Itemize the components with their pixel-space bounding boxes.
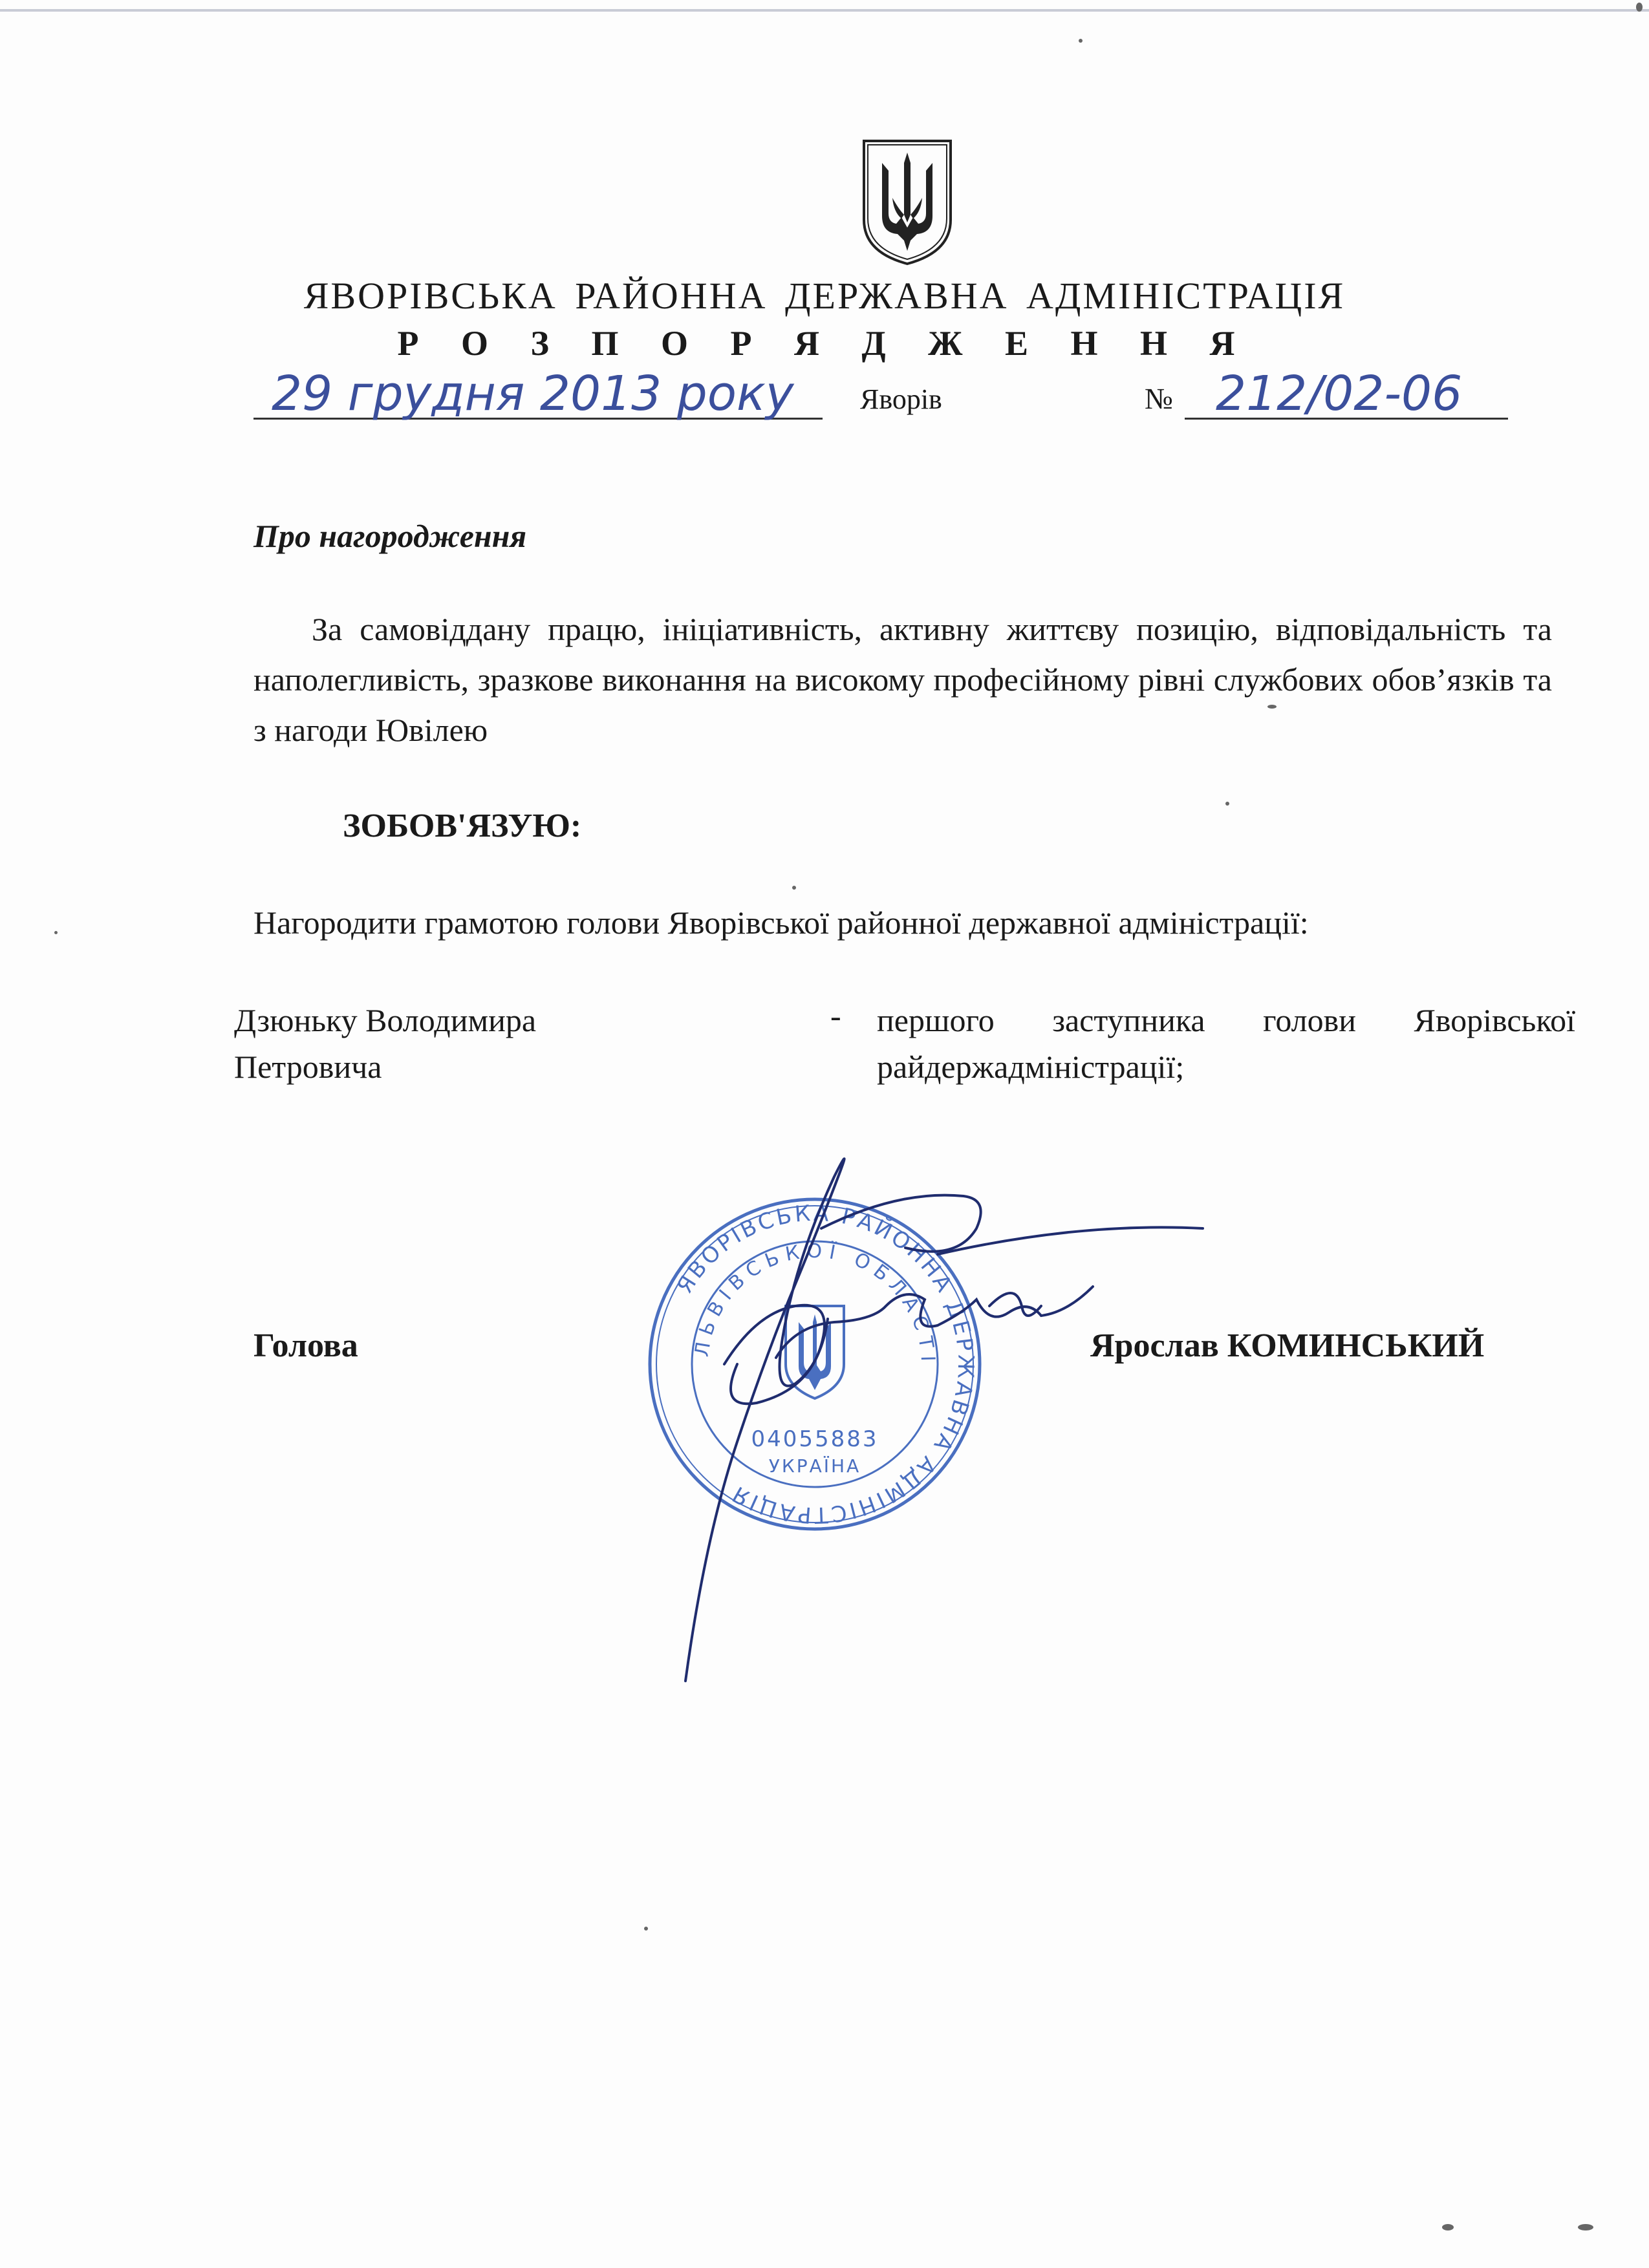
organization-name: ЯВОРІВСЬКА РАЙОННА ДЕРЖАВНА АДМІНІСТРАЦІЯ [303,275,1346,317]
scan-speck [1442,2224,1454,2231]
signatory-role: Голова [253,1327,358,1364]
awardee-name-line2: Петровича [234,1049,382,1085]
scan-speck [1636,3,1643,12]
oblige-heading: ЗОБОВ'ЯЗУЮ: [343,808,582,844]
seal-country: УКРАЇНА [768,1455,861,1477]
preamble-paragraph: За самовіддану працю, ініціативність, активну життєву позицію, відповідальність та наполегливість, зразкове виконання на високому професійному рівні службових обов’язків та з нагоди Ювілею [253,611,1552,748]
seal-inner-text: ЛЬВІВСЬКОЇ ОБЛАСТІ [690,1239,940,1368]
awardee-position-line2: райдержадміністрації; [877,1049,1185,1085]
seal-code: 04055883 [751,1426,879,1452]
scan-speck [1578,2224,1593,2231]
scan-speck [644,1927,648,1931]
handwritten-number: 212/02-06 [1216,366,1463,422]
scan-speck [54,931,58,934]
reward-line: Нагородити грамотою голови Яворівської районної державної адміністрації: [253,904,1309,941]
document-type-title: Р О З П О Р Я Д Ж Е Н Н Я [397,324,1252,363]
number-label: № [1145,382,1173,415]
coat-of-arms-icon [859,137,956,266]
scan-speck [1079,39,1083,43]
handwritten-date: 29 грудня 2013 року [272,366,794,422]
place-name: Яворів [860,383,942,415]
seal-ring-text: ЯВОРІВСЬКА РАЙОННА ДЕРЖАВНА АДМІНІСТРАЦІЯ [671,1200,979,1528]
handwritten-signature [627,1151,1209,1700]
signatory-name: Ярослав КОМИНСЬКИЙ [1090,1327,1485,1364]
awardee-position-line1: першого заступника голови Яворівської [877,1002,1575,1038]
awardee-name-line1: Дзюньку Володимира [234,1002,537,1038]
awardee-name [234,997,687,1090]
awardee-dash: - [830,998,841,1034]
scan-speck [1225,802,1229,806]
awardee-position [877,997,1575,1090]
document-subject: Про нагородження [253,518,527,554]
scan-speck [792,886,796,890]
scan-speck [1267,705,1277,709]
scan-top-edge [0,9,1649,12]
